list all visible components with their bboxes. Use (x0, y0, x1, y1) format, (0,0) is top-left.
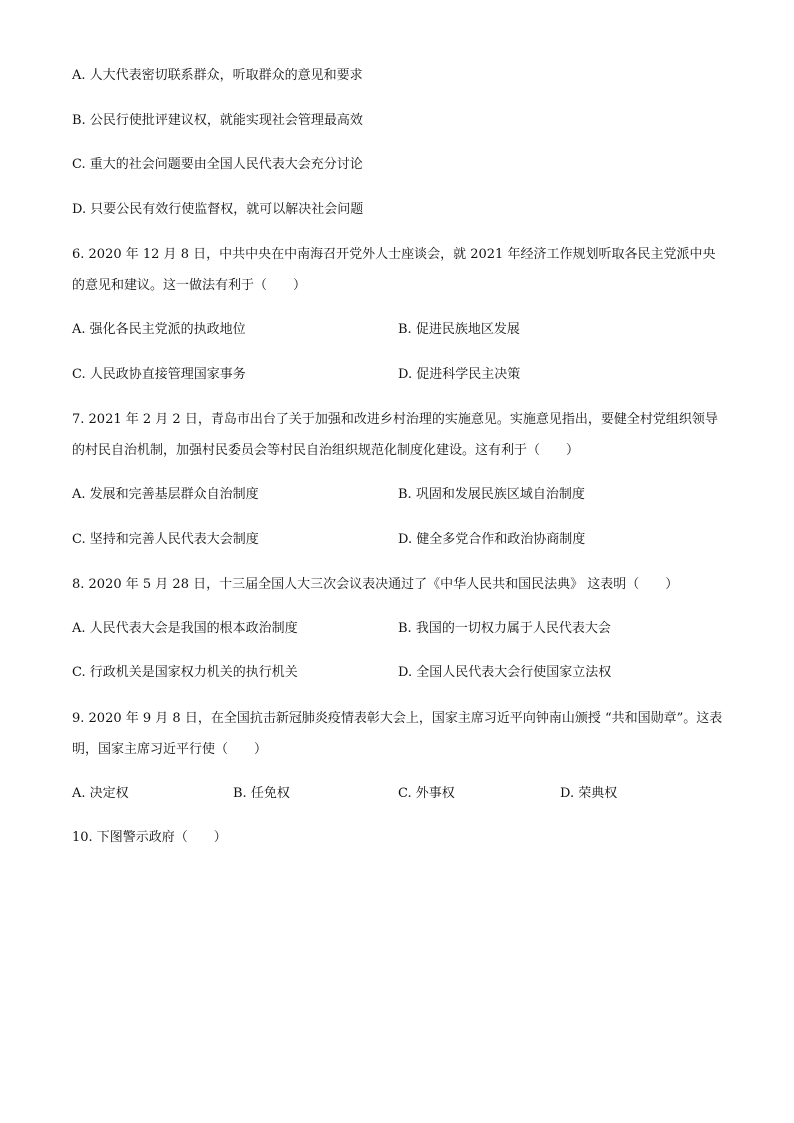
q7-option-b: B. 巩固和发展民族区域自治制度 (398, 487, 585, 502)
q6-option-d: D. 促进科学民主决策 (398, 367, 521, 382)
q6-stem: 6. 2020 年 12 月 8 日，中共中央在中南海召开党外人士座谈会，就 2021 年经济工作规划听取各民主党派中央的意见和建议。这一做法有利于（ ） (72, 247, 716, 293)
q5-option-d: D. 只要公民有效行使监督权，就可以解决社会问题 (72, 202, 364, 217)
q10-stem: 10. 下图警示政府（ ） (72, 830, 227, 845)
q7-option-a: A. 发展和完善基层群众自治制度 (72, 487, 259, 502)
q8-option-a: A. 人民代表大会是我国的根本政治制度 (72, 621, 298, 636)
q9-option-c: C. 外事权 (398, 786, 455, 801)
q8-option-d: D. 全国人民代表大会行使国家立法权 (398, 665, 612, 680)
q8-option-c: C. 行政机关是国家权力机关的执行机关 (72, 665, 298, 680)
q5-option-c: C. 重大的社会问题要由全国人民代表大会充分讨论 (72, 157, 363, 172)
q6-option-c: C. 人民政协直接管理国家事务 (72, 367, 246, 382)
q9-option-b: B. 任免权 (233, 786, 290, 801)
q9-option-d: D. 荣典权 (560, 786, 618, 801)
q7-stem: 7. 2021 年 2 月 2 日，青岛市出台了关于加强和改进乡村治理的实施意见。实施意见指出，要健全村党组织领导的村民自治机制，加强村民委员会等村民自治组织规范化制度化建设。这有利于（ ） (72, 412, 718, 458)
q5-option-a: A. 人大代表密切联系群众，听取群众的意见和要求 (72, 68, 363, 83)
q7-option-c: C. 坚持和完善人民代表大会制度 (72, 532, 259, 547)
q8-option-b: B. 我国的一切权力属于人民代表大会 (398, 621, 611, 636)
q5-option-b: B. 公民行使批评建议权，就能实现社会管理最高效 (72, 113, 363, 128)
q9-stem: 9. 2020 年 9 月 8 日，在全国抗击新冠肺炎疫情表彰大会上，国家主席习近平向钟南山颁授 “共和国勋章”。这表明，国家主席习近平行使（ ） (72, 711, 723, 757)
q7-option-d: D. 健全多党合作和政治协商制度 (398, 532, 586, 547)
q9-option-a: A. 决定权 (72, 786, 129, 801)
q8-stem: 8. 2020 年 5 月 28 日，十三届全国人大三次会议表决通过了《中华人民共和国民法典》 这表明（ ） (72, 577, 679, 592)
q6-option-b: B. 促进民族地区发展 (398, 322, 520, 337)
q6-option-a: A. 强化各民主党派的执政地位 (72, 322, 246, 337)
